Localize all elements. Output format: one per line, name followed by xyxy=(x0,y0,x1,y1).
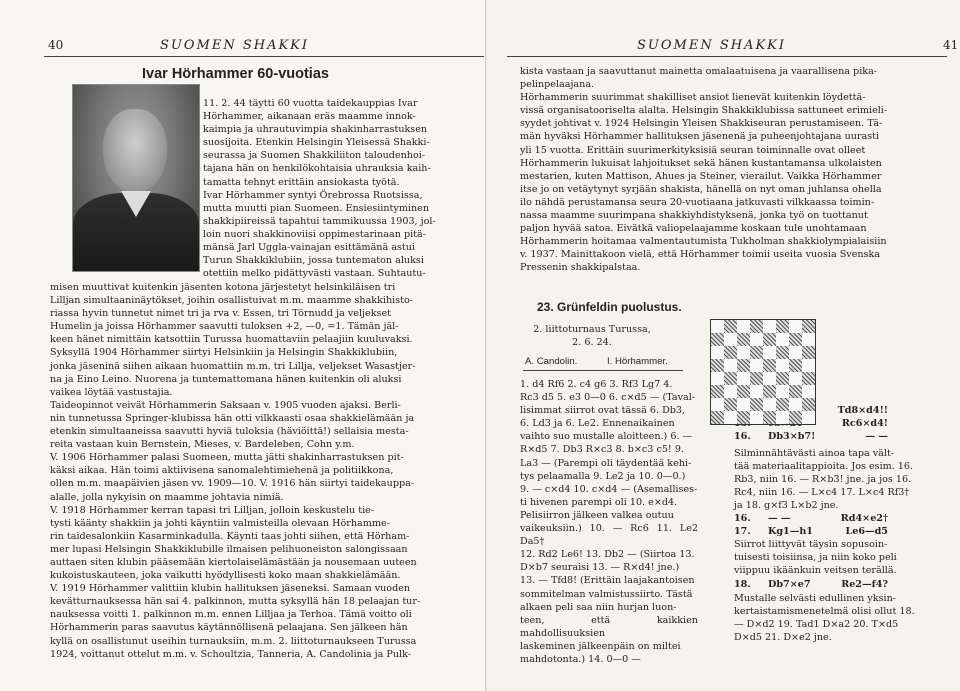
running-head: SUOMEN SHAKKI xyxy=(160,38,310,53)
comment-line: Siirrot liittyvät täysin sopusoin- xyxy=(734,539,888,550)
board-square xyxy=(763,372,776,385)
board-square xyxy=(802,385,815,398)
annotation-line: La3 — (Parempi oli täydentää kehi- xyxy=(520,457,692,469)
annotation-line: vaikeuksiin.) 10. — Rc6 11. Le2 Da5† xyxy=(520,523,698,548)
board-square xyxy=(802,372,815,385)
board-square xyxy=(763,411,776,424)
board-square xyxy=(763,333,776,346)
board-square xyxy=(776,398,789,411)
annotation-line: laskeminen jälkeenpäin on miltei xyxy=(520,640,681,652)
text-line: 11. 2. 44 täytti 60 vuotta taidekauppias Ivar xyxy=(203,98,418,109)
board-square xyxy=(802,359,815,372)
text-line: suosijoita. Etenkin Helsingin Yleisessä Shakki- xyxy=(203,137,430,149)
article-title: Ivar Hörhammer 60-vuotias xyxy=(142,66,329,82)
top-text xyxy=(520,65,938,275)
text-line: reita vastaan kuin Bernstein, Mieses, v. Bardeleben, Cohn y.m. xyxy=(50,439,355,451)
chess-diagram xyxy=(710,319,816,425)
board-square xyxy=(776,385,789,398)
board-square xyxy=(737,398,750,411)
text-line: nassa maamme suurimpana shakkiyhdistyksenä, jonka työ on tuottanut xyxy=(520,210,868,222)
board-square xyxy=(737,346,750,359)
text-line: kevätturnauksessa hän sai 4. palkinnon, mutta syksyllä hän 18 pelaajan tur- xyxy=(50,596,421,608)
board-square xyxy=(711,372,724,385)
board-square xyxy=(763,320,776,333)
board-square xyxy=(737,320,750,333)
text-line: män hyväksi Hörhammer hallituksen jäsenenä ja puheenjohtajana uurasti xyxy=(520,131,880,143)
move-b: Le6—d5 xyxy=(845,526,888,538)
annotation-line: teen, että kaikkien mahdollisuuksien xyxy=(520,614,698,639)
text-line: Hörhammerin lukuisat lahjoitukset sekä hänen kustantamansa ulkolaisten xyxy=(520,157,882,169)
comment-line: tää materiaalitappioita. Jos esim. 16. xyxy=(734,461,914,473)
board-square xyxy=(750,346,763,359)
annotation-line: Pelisiirron jälkeen valkea outuu xyxy=(520,509,674,521)
page-number-right: 41 xyxy=(943,38,959,52)
move-row xyxy=(734,525,924,538)
move-b: Td8×d4!! xyxy=(837,405,888,416)
comment-line: tuisesti toisiinsa, ja niin koko peli xyxy=(734,552,897,564)
text-line: Syksyllä 1904 Hörhammer siirtyi Helsinkiin ja Helsingin Shakkiklubiin, xyxy=(50,347,398,359)
board-square xyxy=(737,385,750,398)
board-square xyxy=(724,411,737,424)
running-head-right: SUOMEN SHAKKI xyxy=(637,38,787,53)
text-line: Humelin ja joissa Hörhammer saavutti tuloksen +2, —0, =1. Tämän jäl- xyxy=(50,321,399,333)
board-square xyxy=(750,398,763,411)
text-line: vaikea löytää vastustajia. xyxy=(50,386,173,398)
board-square xyxy=(750,333,763,346)
annotation-line: 13. — Tfd8! (Erittäin laajakantoisen xyxy=(520,575,695,587)
board-square xyxy=(789,346,802,359)
text-line: syydet johtivat v. 1924 Helsingin Yleisen Shakkiseuran perustamiseen. Tä- xyxy=(520,118,883,130)
comment-line: Rc4, niin 16. — L×c4 17. L×c4 Rf3† xyxy=(734,487,910,499)
move-n: 17. xyxy=(734,526,751,538)
board-square xyxy=(750,320,763,333)
board-square xyxy=(711,398,724,411)
game-title: 23. Grünfeldin puolustus. xyxy=(537,300,682,314)
text-line: kaimpia ja uhrautuvimpia shakinharrastuksen xyxy=(203,124,428,136)
move-w: Db3×b7! xyxy=(768,431,816,443)
text-line: auttaen siten klubin pääsemään kiertolaiselämästään ja nousemaan uuteen xyxy=(50,556,417,568)
text-line: V. 1906 Hörhammer palasi Suomeen, mutta jätti shakinharrastuksen pit- xyxy=(50,452,404,464)
annotation-line: lisimmat siirrot ovat tässä 6. Db3, xyxy=(520,405,686,417)
moves-block-3 xyxy=(734,578,924,591)
board-square xyxy=(737,372,750,385)
text-line: paljon hyvää satoa. Eivätkä valiopelaajamme koskaan tule unohtamaan xyxy=(520,223,867,235)
board-square xyxy=(724,398,737,411)
text-line: Hörhammerin paras saavutus käytännöllisenä pelaajana. Sen jälkeen hän xyxy=(50,622,408,634)
comment-line: Rb3, niin 16. — R×b3! jne. ja jos 16. xyxy=(734,474,912,486)
intro-text xyxy=(203,97,477,280)
text-line: kyllä on osallistunut useihin turnauksiin, m.m. 2. liittoturnaukseen Turussa xyxy=(50,635,417,647)
text-line: Lilljan simultaaninäytökset, joihin osallistuivat m.m. maamme shakkihisto- xyxy=(50,295,414,307)
board-square xyxy=(750,372,763,385)
move-n: 18. xyxy=(734,579,751,590)
board-square xyxy=(724,385,737,398)
text-line: käksi aikaa. Hän toimi aktiivisena sanomalehtimiehenä ja politiikkona, xyxy=(50,465,394,477)
text-line: mestarien, kuten Mattison, Ahues ja Steiner, vierailut. Vaikka Hörhammer xyxy=(520,170,882,182)
text-line: Pressenin shakkipalstaa. xyxy=(520,262,641,274)
board-square xyxy=(737,411,750,424)
annotation-line: sommitelman valmistussiirto. Tästä xyxy=(520,588,693,600)
board-square xyxy=(789,411,802,424)
text-line: v. 1937. Mainittakoon vielä, että Hörhammer toimii useita vuosia Svenska xyxy=(520,249,881,261)
annotation-line: 12. Rd2 Le6! 13. Db2 — (Siirtoa 13. xyxy=(520,549,695,561)
board-square xyxy=(711,385,724,398)
annotation-line: 1. d4 Rf6 2. c4 g6 3. Rf3 Lg7 4. xyxy=(520,379,673,390)
body-text xyxy=(50,281,477,661)
board-square xyxy=(724,346,737,359)
game-date: 2. 6. 24. xyxy=(572,337,612,348)
text-line: mutta muutti pian Suomeen. Ensiesiintyminen xyxy=(203,202,430,214)
text-line: alalle, jolla nykyisin on maamme johtavia nimiä. xyxy=(50,491,284,503)
annotation-line: vaihto suo mustalle aloitteen.) 6. — xyxy=(520,431,693,443)
board-square xyxy=(789,372,802,385)
board-square xyxy=(776,359,789,372)
board-square xyxy=(776,346,789,359)
text-line: pelinpelaajana. xyxy=(520,79,595,91)
board-square xyxy=(789,385,802,398)
annotation-text xyxy=(520,378,698,666)
board-square xyxy=(802,398,815,411)
text-line: ollen m.m. maapäivien jäsen vv. 1909—10. V. 1916 hän siirtyi taidekauppa- xyxy=(50,478,415,490)
board-square xyxy=(802,320,815,333)
comment-line: D×d5 21. D×e2 jne. xyxy=(734,632,832,644)
board-square xyxy=(776,372,789,385)
move-row xyxy=(734,578,924,591)
board-square xyxy=(802,411,815,424)
text-line: tysti käänty shakkiin ja johti käyntiin valmisteilla olevaan Hörhamme- xyxy=(50,517,390,529)
text-line: keen hänet nimittäin katsottiin Turussa huomattaviin pelaajiin kuuluvaksi. xyxy=(50,334,413,346)
text-line: jonka jäseninä siihen aikaan huomattiin m.m. tri Lillja, veljekset Wasastjer- xyxy=(50,360,416,372)
move-w: — — xyxy=(768,513,791,524)
text-line: otettiin melko pidättyvästi vastaan. Suhtautu- xyxy=(203,268,426,280)
board-square xyxy=(789,398,802,411)
text-line: V. 1918 Hörhammer kerran tapasi tri Lilljan, jolloin keskustelu tie- xyxy=(50,504,375,516)
black-player: I. Hörhammer. xyxy=(607,356,668,367)
annotation-line: R×d5 7. Db3 R×c3 8. b×c3 c5! 9. xyxy=(520,444,684,456)
text-line: nin tunnetussa Springer-klubissa hän otti vilkkaasti osaa shakkielämään ja xyxy=(50,412,415,424)
text-line: mer lupasi Helsingin Shakkiklubille ilmaisen pelihuoneiston salongissaan xyxy=(50,543,408,555)
board-square xyxy=(789,333,802,346)
move-b: Rc6×d4! xyxy=(841,418,888,430)
comment-1 xyxy=(734,447,924,512)
comment-3 xyxy=(734,592,924,644)
board-square xyxy=(763,398,776,411)
page-number: 40 xyxy=(48,38,64,52)
board-square xyxy=(789,359,802,372)
text-line: etenkin simultaaneissa saavutti hyviä tuloksia (häviöittä!) sellaisia mesta- xyxy=(50,426,409,438)
move-w: Kg1—h1 xyxy=(768,526,813,538)
annotation-line: ti hivenen parempi oli 10. e×d4. xyxy=(520,496,678,508)
portrait-photo xyxy=(72,84,200,272)
game-event: 2. liittoturnaus Turussa, xyxy=(533,324,651,335)
annotation-line: Rc3 d5 5. e3 0—0 6. c×d5 — (Taval- xyxy=(520,392,696,404)
text-line: na ja Eino Leino. Nuorena ja tuntemattomana hänen kuitenkin oli aluksi xyxy=(50,373,402,385)
comment-line: ja 18. g×f3 L×b2 jne. xyxy=(734,500,839,512)
board-square xyxy=(737,359,750,372)
board-square xyxy=(763,346,776,359)
board-square xyxy=(724,372,737,385)
board-square xyxy=(789,320,802,333)
text-line: V. 1919 Hörhammer valittiin klubin hallituksen jäseneksi. Samaan vuoden xyxy=(50,583,411,595)
text-line: shakkipiireissä tapahtui tammikuussa 1903, jol- xyxy=(203,215,436,227)
annotation-line: alkaen peli saa niin hurjan luon- xyxy=(520,601,677,613)
board-square xyxy=(750,411,763,424)
board-square xyxy=(776,320,789,333)
comment-line: Silminnähtävästi ainoa tapa vält- xyxy=(734,448,895,459)
comment-line: kertaistamismenetelmä olisi ollut 18. xyxy=(734,606,915,618)
text-line: ilo nähdä perustamansa seura 20-vuotiaana jatkuvasti vilkkaassa toimin- xyxy=(520,196,875,208)
text-line: misen muuttivat kuitenkin jäsenten kotona järjestetyt helsinkiläisen tri xyxy=(50,282,396,293)
move-b: — — xyxy=(865,431,888,443)
text-line: kista vastaan ja saavuttanut mainetta omalaatuisena ja vaarallisena pika- xyxy=(520,66,878,77)
board-square xyxy=(724,359,737,372)
text-line: Turun Shakkiklubiin, jossa tuntematon aluksi xyxy=(203,255,424,267)
board-square xyxy=(750,385,763,398)
text-line: Hörhammerin suurimmat shakilliset ansiot lienevät kuitenkin löydettä- xyxy=(520,92,866,104)
text-line: Hörhammer, aikanaan eräs maamme innok- xyxy=(203,111,416,123)
board-square xyxy=(776,333,789,346)
board-square xyxy=(711,411,724,424)
text-line: itse jo on vetäytynyt syrjään shakista, hänellä on nyt oman juhlansa ohella xyxy=(520,183,882,195)
board-square xyxy=(724,320,737,333)
move-row xyxy=(734,512,924,525)
move-n: 16. xyxy=(734,431,751,443)
board-square xyxy=(711,320,724,333)
white-player: A. Candolin. xyxy=(525,356,578,367)
move-row xyxy=(734,430,924,443)
text-line: riassa hyvin tunnetut nimet tri ja rva v. Essen, tri Törnudd ja veljekset xyxy=(50,308,391,320)
board-square xyxy=(802,333,815,346)
board-square xyxy=(724,333,737,346)
text-line: Taideopinnot veivät Hörhammerin Saksaan v. 1905 vuoden ajaksi. Berli- xyxy=(50,399,401,411)
annotation-line: 9. — c×d4 10. c×d4 — (Asemallises- xyxy=(520,483,698,495)
players-rule xyxy=(523,370,683,371)
text-line: seurassa ja Suomen Shakkiliiton taloudenhoi- xyxy=(203,150,426,162)
board-square xyxy=(763,359,776,372)
comment-2 xyxy=(734,538,924,577)
text-line: loin nuori shakkinoviisi oppimestarinaan pitä- xyxy=(203,228,426,240)
text-line: tamatta tehnyt erittäin ansiokasta työtä. xyxy=(203,176,400,188)
annotation-line: 6. Ld3 ja 6. Le2. Ennenaikainen xyxy=(520,418,675,430)
move-b: Rd4×e2† xyxy=(840,513,888,524)
text-line: 1924, voittanut ottelut m.m. v. Schoultzia, Tanneria, A. Candolinia ja Pulk- xyxy=(50,648,412,660)
move-b: Re2—f4? xyxy=(841,579,888,590)
comment-line: viippuu ikäänkuin veitsen terällä. xyxy=(734,565,897,577)
move-w: Db7×e7 xyxy=(768,579,811,590)
board-square xyxy=(711,359,724,372)
board-square xyxy=(711,333,724,346)
board-square xyxy=(737,333,750,346)
board-square xyxy=(802,346,815,359)
moves-block-2 xyxy=(734,512,924,538)
text-line: tajana hän on henkilökohtaisia uhrauksia kaih- xyxy=(203,163,431,175)
comment-line: Mustalle selvästi edullinen yksin- xyxy=(734,593,897,604)
header-rule xyxy=(44,56,484,57)
text-line: nauksessa voitti 1. palkinnon m.m. ennen Lilljaa ja Terhoa. Tämä voitto oli xyxy=(50,609,412,621)
text-line: Ivar Hörhammer syntyi Örebrossa Ruotsissa, xyxy=(203,189,423,201)
comment-line: — D×d2 19. Tad1 D×a2 20. T×d5 xyxy=(734,619,899,631)
annotation-line: tys pelaamalla 9. Le2 ja 10. 0—0.) xyxy=(520,470,686,482)
board-square xyxy=(750,359,763,372)
header-rule-right xyxy=(507,56,947,57)
annotation-line: D×b7 seuraisi 13. — R×d4! jne.) xyxy=(520,562,680,574)
text-line: kukoistuskauteen, joka vaikutti hyödyllisesti koko maan shakkielämään. xyxy=(50,570,401,582)
text-line: rin taidesalonkiin Kasarminkadulla. Käynti taas johti siihen, että Hörham- xyxy=(50,530,410,542)
text-line: vissä organisatooriselta alalta. Helsingin Shakkiklubissa sattuneet erimieli- xyxy=(520,105,888,117)
text-line: Hörhammerin hoitamaa valmentautumista Tukholman shakkiolympialaisiin xyxy=(520,236,887,248)
move-n: 16. xyxy=(734,513,751,524)
board-square xyxy=(763,385,776,398)
annotation-line: mahdotonta.) 14. 0—0 — xyxy=(520,653,641,665)
text-line: yli 15 vuotta. Erittäin suurimerkityksisiä seuran toiminnalle ovat olleet xyxy=(520,144,866,156)
board-square xyxy=(711,346,724,359)
board-square xyxy=(776,411,789,424)
text-line: mänsä Jarl Uggla-vainajan esittämänä astui xyxy=(203,242,415,254)
